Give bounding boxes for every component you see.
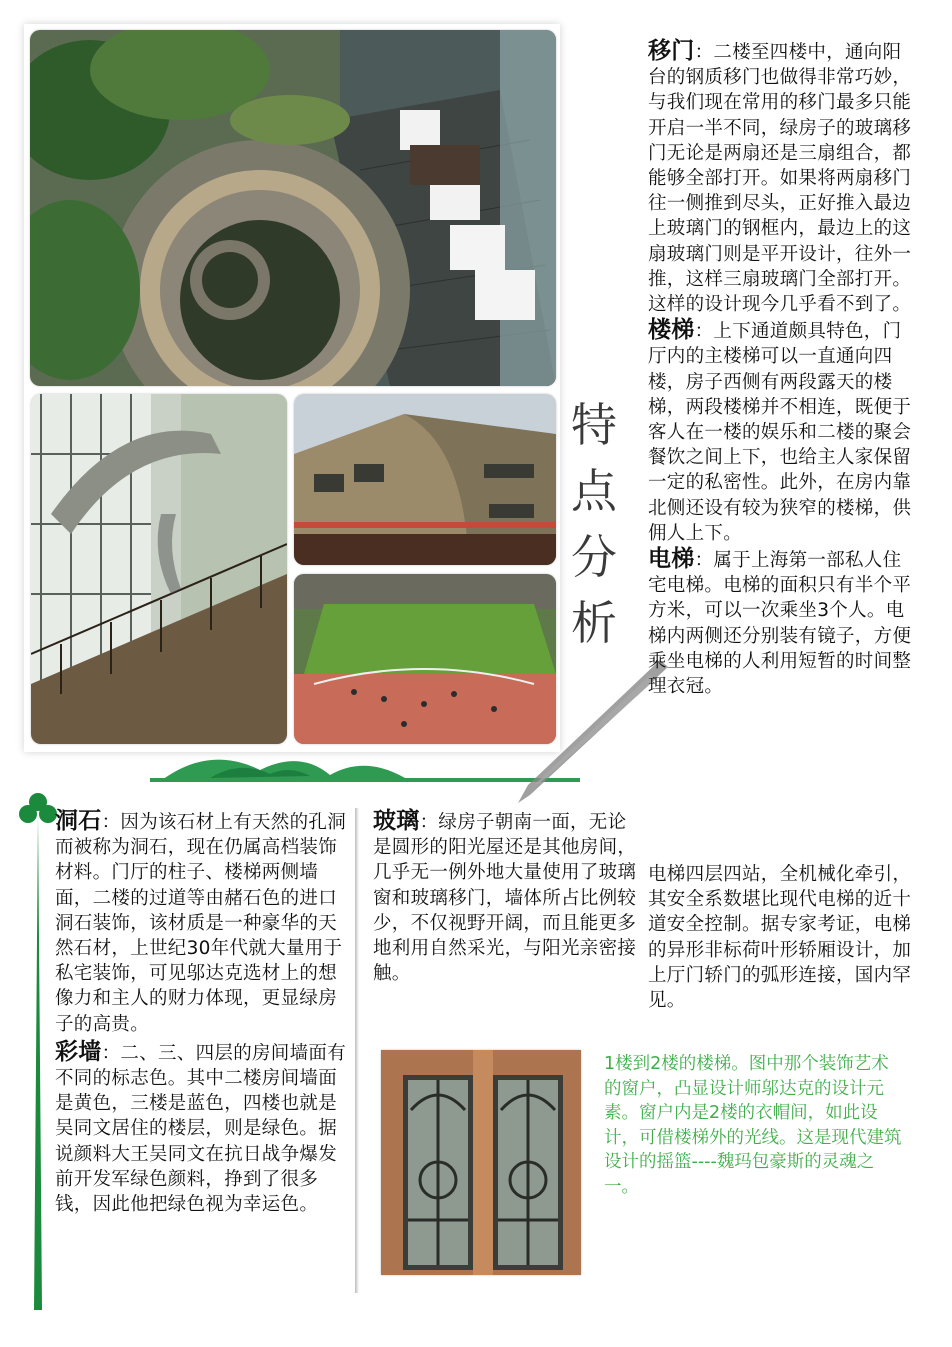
left-column-text bbox=[55, 808, 349, 1217]
keyword-caiqiang: 彩墙 bbox=[55, 1037, 102, 1065]
vertical-title bbox=[565, 392, 623, 656]
window-photo bbox=[381, 1050, 581, 1275]
right-column-text bbox=[648, 38, 916, 699]
text-louti: ：上下通道颇具特色，门厅内的主楼梯可以一直通向四楼，房子西侧有两段露天的楼梯，两段楼梯并不相连，既便于客人在一楼的娱乐和二楼的聚会餐饮之间上下，也给主人家保留一定的私密性。此外，在房内靠北侧还设有较为狭窄的楼梯，供佣人上下。 bbox=[648, 321, 912, 544]
keyword-dongshi: 洞石 bbox=[55, 807, 102, 834]
text-dongshi: ：因为该石材上有天然的孔洞而被称为洞石，现在仍属高档装饰材料。门厅的柱子、楼梯两侧墙面，二楼的过道等由赭石色的进口洞石装饰，该材质是一种豪华的天然石材，上世纪30年代就大量用于私宅装饰，可见邬达克选材上的想像力和主人的财力体现，更显绿房子的高贵。 bbox=[55, 812, 347, 1035]
courtyard-photo bbox=[30, 30, 556, 386]
section-yimen bbox=[648, 38, 916, 317]
text-yimen: ：二楼至四楼中，通向阳台的钢质移门也做得非常巧妙，与我们现在常用的移门最多只能开启一半不同，绿房子的玻璃移门无论是两扇还是三扇组合，都能够全部打开。如果将两扇移门往一侧推到尽头，正好推入最边上玻璃门的钢框内，最边上的这扇玻璃门则是平开设计，往外一推，这样三扇玻璃门全部打开。这样的设计现今几乎看不到了。 bbox=[648, 42, 912, 316]
staircase-photo bbox=[31, 394, 287, 744]
keyword-yimen: 移门 bbox=[648, 37, 695, 64]
section-caiqiang bbox=[55, 1039, 349, 1217]
window-caption: 1楼到2楼的楼梯。图中那个装饰艺术的窗户，凸显设计师邬达克的设计元素。窗户内是2楼的衣帽间，如此设计，可借楼梯外的光线。这是现代建筑设计的摇篮----魏玛包豪斯的灵魂之一。 bbox=[604, 1054, 902, 1197]
left-column-shadow bbox=[355, 808, 359, 1293]
vertical-title-char-4: 析 bbox=[571, 596, 617, 650]
elevator-continued-text bbox=[648, 862, 916, 1013]
facade-photo bbox=[294, 394, 556, 565]
text-boli: ：绿房子朝南一面，无论是圆形的阳光屋还是其他房间，几乎无一例外地大量使用了玻璃窗和玻璃移门，墙体所占比例较少，不仅视野开阔，而且能更多地利用自然采光，与阳光亲密接触。 bbox=[373, 812, 637, 985]
keyword-louti: 楼梯 bbox=[648, 316, 695, 344]
section-louti bbox=[648, 317, 916, 546]
keyword-boli: 玻璃 bbox=[373, 807, 420, 834]
section-boli bbox=[373, 808, 643, 986]
text-caiqiang: ：二、三、四层的房间墙面有不同的标志色。其中二楼房间墙面是黄色，三楼是蓝色，四楼也就是吴同文居住的楼层，则是绿色。据说颜料大王吴同文在抗日战争爆发前开发军绿色颜料，挣到了很多钱，因此他把绿色视为幸运色。 bbox=[55, 1042, 347, 1216]
text-dianti-2: 电梯四层四站，全机械化牵引，其安全系数堪比现代电梯的近十道安全控制。据专家考证，电梯的异形非标荷叶形轿厢设计，加上厅门轿门的弧形连接，国内罕见。 bbox=[648, 864, 912, 1012]
keyword-dianti: 电梯 bbox=[648, 545, 695, 573]
middle-column-text bbox=[373, 808, 643, 986]
text-dianti: ：属于上海第一部私人住宅电梯。电梯的面积只有半个平方米，可以一次乘坐3个人。电梯内两侧还分别装有镜子，方便乘坐电梯的人利用短暂的时间整理衣冠。 bbox=[648, 550, 912, 698]
vertical-title-char-3: 分 bbox=[571, 530, 617, 584]
vertical-title-char-1: 特 bbox=[571, 398, 617, 452]
section-dongshi bbox=[55, 808, 349, 1037]
section-dianti bbox=[648, 546, 916, 699]
vertical-title-char-2: 点 bbox=[571, 464, 617, 518]
brush-stroke-decoration bbox=[500, 655, 670, 805]
